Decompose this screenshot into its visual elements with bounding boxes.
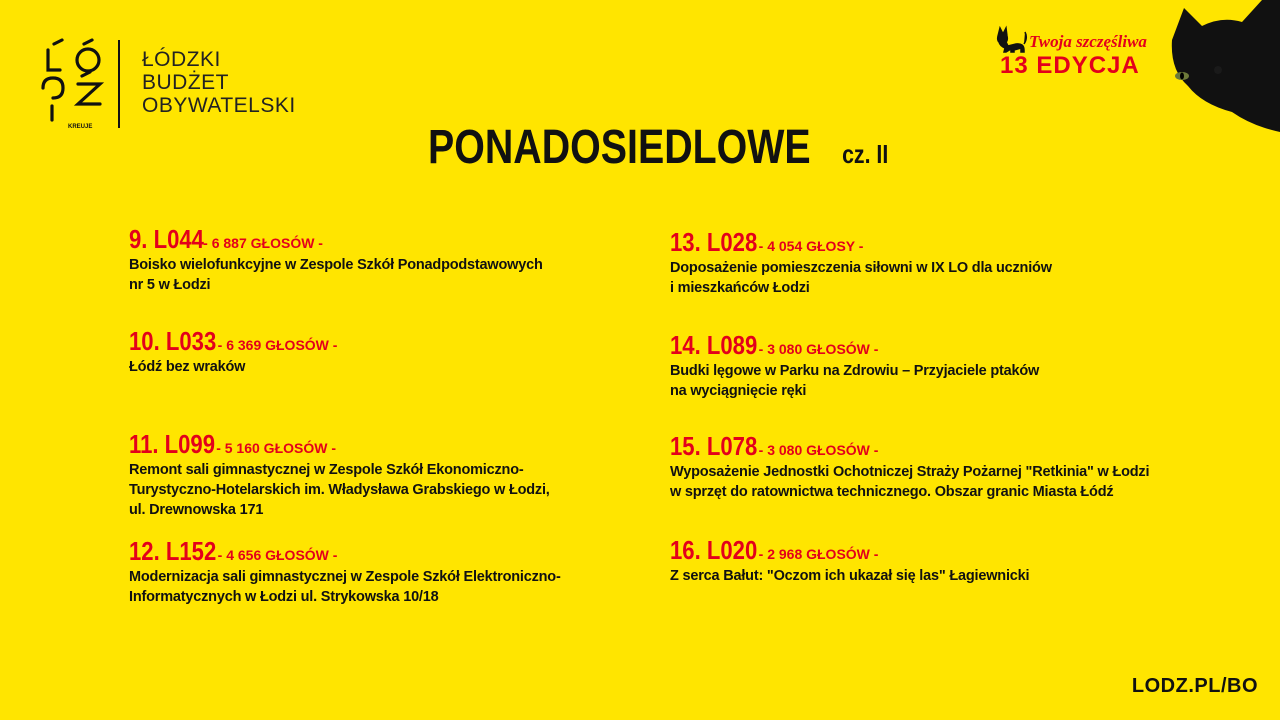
logo-divider [118, 40, 120, 128]
project-entry [129, 536, 629, 607]
title-sub: cz. II [842, 139, 889, 169]
project-votes: - 3 080 GŁOSÓW - [758, 442, 879, 458]
edition-number: 13 EDYCJA [1000, 52, 1140, 79]
edition-tagline: Twoja szczęśliwa [1029, 32, 1147, 51]
project-entry [670, 330, 1170, 401]
title-main: PONADOSIEDLOWE [428, 121, 811, 174]
project-number: 15. L078 [670, 431, 758, 461]
project-entry [129, 224, 629, 295]
project-number: 11. L099 [129, 429, 216, 459]
project-description: Budki lęgowe w Parku na Zdrowiu – Przyjaciele ptaków na wyciągnięcie ręki [670, 363, 1040, 399]
black-cat-head-image [1162, 0, 1280, 132]
project-number: 12. L152 [129, 536, 217, 566]
logo-line-2: BUDŻET [142, 71, 229, 94]
budget-logo [40, 38, 300, 130]
project-votes: - 3 080 GŁOSÓW - [758, 341, 879, 357]
project-entry [670, 535, 1170, 586]
project-entry [670, 431, 1230, 502]
black-cat-icon [994, 24, 1028, 54]
logo-text [142, 48, 296, 117]
project-description: Modernizacja sali gimnastycznej w Zespole Szkół Elektroniczno- Informatycznych w Łodzi ul. Strykowska 10/18 [129, 569, 561, 605]
project-votes: - 2 968 GŁOSÓW - [758, 546, 879, 562]
project-description: Z serca Bałut: "Oczom ich ukazał się las" Łagiewnicki [670, 568, 1030, 584]
edition-badge [994, 22, 1164, 82]
project-entry [670, 227, 1170, 298]
project-number: 9. L044 [129, 224, 204, 254]
project-entry [129, 429, 629, 520]
footer-url[interactable]: LODZ.PL/BO [1131, 675, 1258, 697]
project-votes: - 4 054 GŁOSY - [758, 238, 864, 254]
project-description: Boisko wielofunkcyjne w Zespole Szkół Ponadpodstawowych nr 5 w Łodzi [129, 257, 543, 293]
project-number: 10. L033 [129, 326, 217, 356]
svg-text:KREUJE: KREUJE [68, 124, 93, 130]
project-description: Doposażenie pomieszczenia siłowni w IX LO dla uczniów i mieszkańców Łodzi [670, 260, 1052, 296]
project-votes: - 6 887 GŁOSÓW - [203, 235, 323, 251]
project-number: 13. L028 [670, 227, 758, 257]
project-description: Łódź bez wraków [129, 359, 246, 375]
project-description: Wyposażenie Jednostki Ochotniczej Straży Pożarnej "Retkinia" w Łodzi w sprzęt do ratownictwa technicznego. Obszar granic Miasta Łódź [670, 464, 1150, 500]
project-votes: - 4 656 GŁOSÓW - [217, 547, 338, 563]
logo-line-3: OBYWATELSKI [142, 94, 296, 117]
project-entry [129, 326, 629, 377]
project-number: 16. L020 [670, 535, 758, 565]
lodz-logo-icon [40, 38, 110, 130]
project-votes: - 6 369 GŁOSÓW - [217, 337, 338, 353]
page-title [0, 120, 1280, 175]
project-number: 14. L089 [670, 330, 758, 360]
project-votes: - 5 160 GŁOSÓW - [216, 440, 337, 456]
logo-line-1: ŁÓDZKI [142, 48, 221, 71]
project-description: Remont sali gimnastycznej w Zespole Szkół Ekonomiczno- Turystyczno-Hotelarskich im. Władysława Grabskiego w Łodzi, ul. Drewnowska 171 [129, 462, 550, 518]
